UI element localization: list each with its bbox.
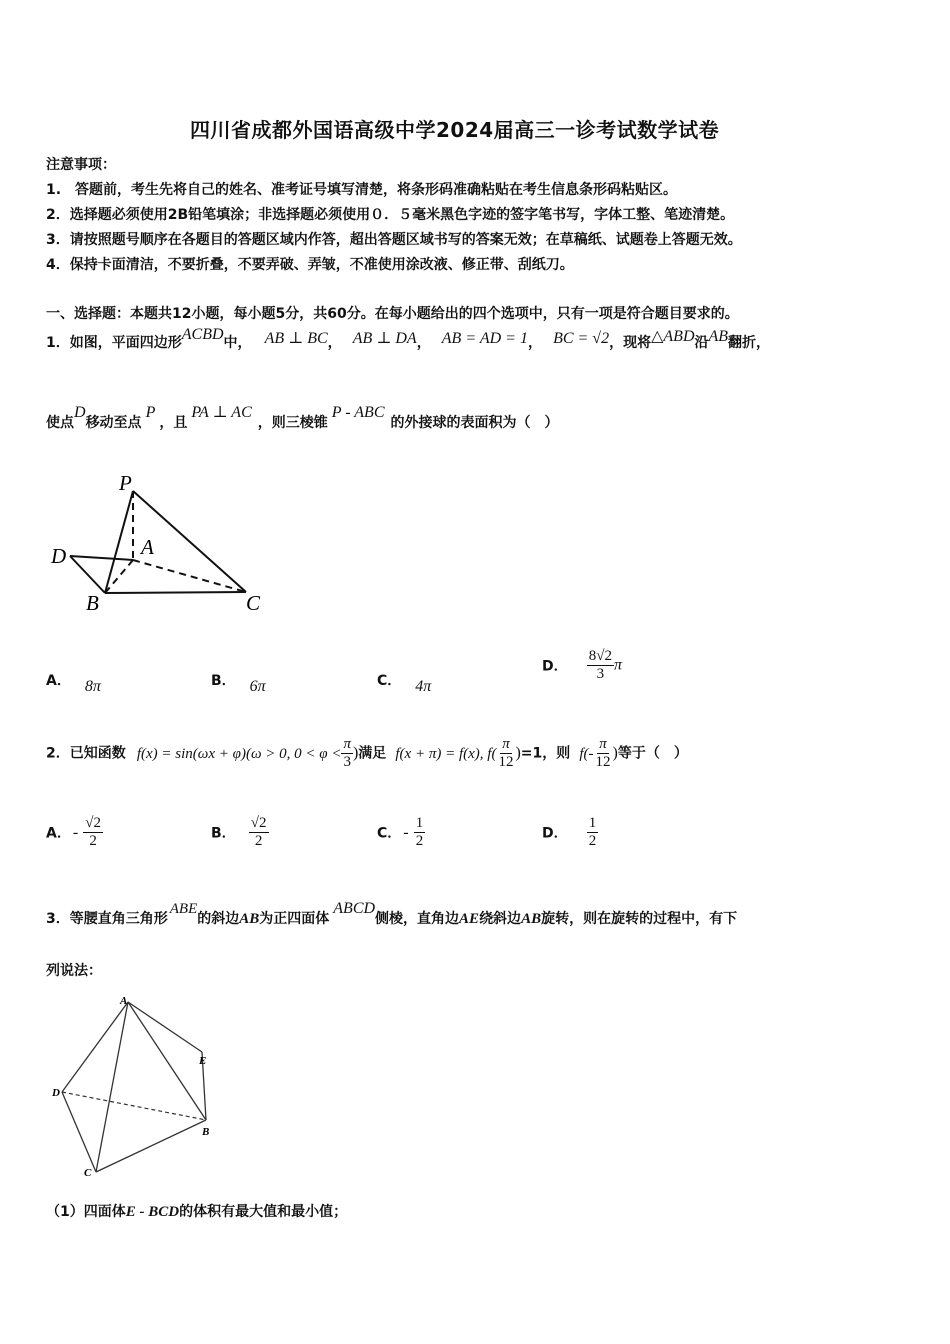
q3-line-2: 列说法： bbox=[46, 963, 102, 979]
q3-math: AE bbox=[459, 911, 480, 927]
q3-text: 为正四面体 bbox=[259, 911, 330, 927]
edge-ac bbox=[96, 1002, 128, 1172]
q1-math: P bbox=[145, 404, 156, 421]
q3-figure bbox=[44, 992, 224, 1182]
q1-math: D bbox=[74, 404, 86, 421]
q3-text: 的斜边 bbox=[197, 911, 240, 927]
fraction bbox=[249, 815, 269, 850]
option-label: A． bbox=[46, 673, 71, 689]
fraction-denominator: 2 bbox=[254, 833, 263, 849]
fraction-numerator: √2 bbox=[85, 815, 101, 831]
fraction bbox=[594, 736, 613, 771]
q1-text: 1．如图，平面四边形 bbox=[46, 335, 182, 351]
option-value: 4π bbox=[415, 678, 432, 695]
q1-text: 翻折， bbox=[728, 335, 771, 351]
q1-math: BC = √2 bbox=[553, 330, 610, 347]
fraction-denominator: 2 bbox=[415, 833, 424, 849]
fraction bbox=[587, 815, 599, 850]
fraction bbox=[341, 736, 353, 771]
q1-text: ，现将 bbox=[609, 335, 652, 351]
q3-text: 旋转，则在旋转的过程中，有下 bbox=[541, 911, 738, 927]
option-sign: - bbox=[403, 823, 409, 841]
edge-bc bbox=[105, 592, 246, 593]
fraction-numerator: π bbox=[343, 736, 351, 752]
q1-text: 的外接球的表面积为（ ） bbox=[390, 415, 559, 431]
fraction bbox=[414, 815, 426, 850]
fraction-numerator: 8√2 bbox=[588, 648, 612, 664]
q1-text: ，则三棱锥 bbox=[257, 415, 328, 431]
option-sign: - bbox=[72, 823, 79, 841]
fraction-numerator: π bbox=[502, 736, 510, 752]
q2-math: f(x + π) = f(x), f( bbox=[395, 745, 497, 762]
fraction-denominator: 3 bbox=[596, 666, 605, 682]
option-label: B． bbox=[211, 825, 236, 842]
q2-math: ) bbox=[515, 744, 521, 762]
fraction-denominator: 3 bbox=[343, 754, 351, 770]
fraction-numerator: 1 bbox=[415, 815, 424, 831]
q3-math: AB bbox=[239, 911, 260, 927]
fraction-denominator: 12 bbox=[498, 754, 514, 770]
q3-statement-1 bbox=[46, 1201, 347, 1221]
q3-math: E - BCD bbox=[125, 1204, 180, 1220]
fraction-denominator: 2 bbox=[89, 833, 97, 849]
label-d: D bbox=[51, 544, 67, 568]
option-value: 8π bbox=[84, 678, 101, 695]
label-c: C bbox=[84, 1167, 92, 1179]
label-b: B bbox=[202, 1126, 210, 1138]
label-e: E bbox=[199, 1055, 207, 1067]
option-label: B． bbox=[211, 673, 236, 689]
option-value: 6π bbox=[249, 678, 266, 695]
q1-math: AB ⊥ DA bbox=[352, 330, 417, 347]
fraction-numerator: √2 bbox=[250, 815, 267, 831]
q2-option-d[interactable] bbox=[542, 815, 598, 850]
edge-ad bbox=[62, 1002, 128, 1092]
q1-figure bbox=[40, 468, 280, 618]
fraction bbox=[496, 736, 515, 771]
q2-text: 2．已知函数 bbox=[46, 745, 126, 762]
notice-heading: 注意事项： bbox=[46, 157, 116, 173]
q3-text: 侧棱，直角边 bbox=[375, 911, 460, 927]
q1-option-d[interactable] bbox=[542, 648, 622, 683]
q2-option-b[interactable] bbox=[211, 815, 269, 850]
edge-ab bbox=[128, 1002, 206, 1120]
q1-option-a[interactable] bbox=[46, 670, 101, 695]
option-value: π bbox=[613, 656, 622, 674]
q1-math: AB bbox=[708, 328, 729, 345]
label-d: D bbox=[52, 1087, 60, 1099]
edge-cb bbox=[96, 1120, 206, 1172]
fraction bbox=[587, 648, 614, 683]
q1-math: PA ⊥ AC bbox=[191, 404, 252, 421]
label-p: P bbox=[119, 471, 132, 495]
fraction-numerator: π bbox=[599, 736, 607, 752]
notice-item-1: 1. 答题前，考生先将自己的姓名、准考证号填写清楚，将条形码准确粘贴在考生信息条形码粘贴区。 bbox=[46, 182, 678, 198]
q1-math: P - ABC bbox=[331, 404, 385, 421]
edge-dc bbox=[62, 1092, 96, 1172]
q2-text: 满足 bbox=[358, 745, 387, 762]
q2-text: 等于（ ） bbox=[617, 745, 688, 762]
q1-line-2 bbox=[46, 404, 559, 435]
q1-text: ， bbox=[527, 335, 542, 351]
q3-text: 的体积有最大值和最小值； bbox=[179, 1204, 348, 1220]
q2-option-a[interactable] bbox=[46, 815, 103, 850]
edge-db bbox=[62, 1092, 206, 1120]
q1-math: AB = AD = 1 bbox=[441, 330, 528, 347]
q1-text: ， bbox=[416, 335, 431, 351]
q1-math: ACBD bbox=[181, 326, 224, 343]
q2-text: =1，则 bbox=[520, 745, 571, 762]
option-label: C． bbox=[377, 825, 402, 842]
page-title: 四川省成都外国语高级中学2024届高三一诊考试数学试卷 bbox=[190, 118, 720, 142]
label-b: B bbox=[86, 591, 99, 615]
notice-item-4: 4．保持卡面清洁，不要折叠，不要弄破、弄皱，不准使用涂改液、修正带、刮纸刀。 bbox=[46, 257, 574, 273]
q2-math: ) bbox=[352, 744, 359, 762]
q2-math: ) bbox=[612, 744, 618, 762]
q2-line bbox=[46, 733, 688, 774]
option-label: C． bbox=[377, 673, 402, 689]
q3-text: （1）四面体 bbox=[46, 1204, 126, 1220]
q1-text: ， bbox=[327, 335, 342, 351]
q3-math: AB bbox=[521, 911, 542, 927]
q1-line-1 bbox=[46, 326, 771, 355]
edge-ae bbox=[128, 1002, 202, 1052]
edge-pb bbox=[105, 491, 133, 593]
fraction bbox=[83, 815, 103, 850]
label-c: C bbox=[246, 591, 261, 615]
fraction-denominator: 12 bbox=[595, 754, 611, 770]
q1-option-b[interactable] bbox=[211, 670, 266, 695]
label-a: A bbox=[141, 535, 154, 559]
q3-line-1 bbox=[46, 900, 738, 931]
notice-item-3: 3．请按照题号顺序在各题目的答题区域内作答，超出答题区域书写的答案无效；在草稿纸、试题卷上答题无效。 bbox=[46, 232, 742, 248]
q3-math: ABE bbox=[169, 901, 198, 917]
q1-text: 中， bbox=[223, 335, 252, 351]
q3-text: 绕斜边 bbox=[479, 911, 522, 927]
section-heading: 一、选择题：本题共12小题，每小题5分，共60分。在每小题给出的四个选项中，只有一项是符合题目要求的。 bbox=[46, 306, 739, 322]
q1-text: 沿 bbox=[694, 335, 709, 351]
option-label: A． bbox=[46, 825, 71, 842]
label-a: A bbox=[120, 995, 128, 1007]
q2-option-c[interactable] bbox=[377, 815, 425, 850]
q2-math: f(- bbox=[579, 745, 594, 762]
q3-text: 3．等腰直角三角形 bbox=[46, 911, 168, 927]
fraction-denominator: 2 bbox=[588, 833, 597, 849]
edge-db bbox=[70, 556, 105, 593]
fraction-numerator: 1 bbox=[588, 815, 597, 831]
notice-item-2: 2．选择题必须使用2B铅笔填涂；非选择题必须使用０．５毫米黑色字迹的签字笔书写，字体工整、笔迹清楚。 bbox=[46, 207, 735, 223]
option-label: D． bbox=[542, 658, 568, 675]
q3-math: ABCD bbox=[333, 900, 376, 917]
q1-text: ，且 bbox=[159, 415, 188, 431]
q1-math: △ABD bbox=[651, 328, 695, 345]
edge-da bbox=[70, 556, 133, 560]
q1-text: 移动至点 bbox=[85, 415, 142, 431]
q1-text: 使点 bbox=[46, 415, 74, 431]
q2-math: f(x) = sin(ωx + φ)(ω > 0, 0 < φ < bbox=[136, 745, 342, 762]
q1-math: AB ⊥ BC bbox=[264, 330, 328, 347]
q1-option-c[interactable] bbox=[377, 670, 432, 695]
option-label: D． bbox=[542, 825, 568, 842]
